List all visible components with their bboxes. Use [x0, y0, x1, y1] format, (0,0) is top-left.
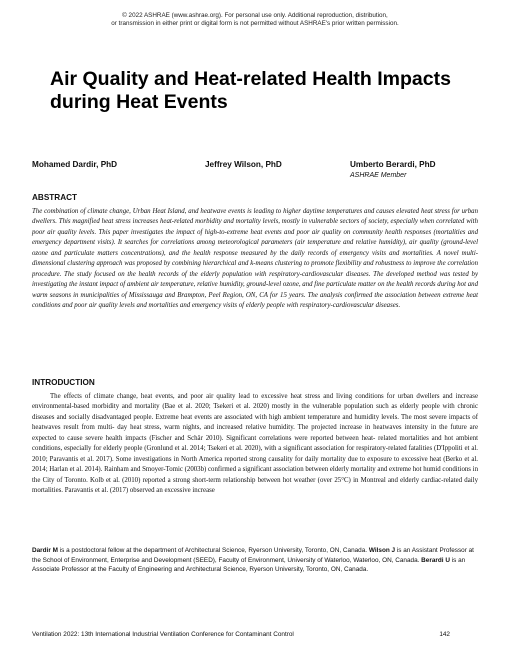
- author-block: [32, 160, 117, 170]
- footnote-author-name: Dardir M: [32, 547, 58, 554]
- footnote-author-name: Wilson J: [368, 547, 396, 554]
- footnote-text: is an Associate Professor at the Faculty of Engineering and Architectural Science, Ryerson University, Toronto, ON, Canada.: [32, 556, 466, 573]
- footnote-author-name: Berardi U: [421, 556, 450, 564]
- abstract-heading: ABSTRACT: [32, 193, 78, 202]
- footnote-text: is an Assistant Professor at the School of Environment, Enterprise and Development (SEED), Faculty of Environment, University of Waterloo, Waterloo, ON, Canada.: [32, 547, 474, 564]
- copyright-line: or transmission in either print or digital form is not permitted without ASHRAE's prior written permission.: [111, 20, 399, 27]
- author-list: [32, 160, 482, 190]
- copyright-line: © 2022 ASHRAE (www.ashrae.org). For personal use only. Additional reproduction, distribution,: [122, 12, 388, 19]
- copyright-notice: [0, 12, 510, 28]
- footnote-text: is a postdoctoral fellow at the department of Architectural Science, Ryerson University, Toronto, ON, Canada.: [57, 547, 369, 554]
- conference-name: Ventilation 2022: 13th International Industrial Ventilation Conference for Contaminant Control: [32, 631, 294, 638]
- introduction-text: The effects of climate change, heat events, and poor air quality lead to excessive heat stress and living conditions for urban dwellers and increase environmental-based morbidity and mortality (Bae et al. 2020; Tsekeri et al. 2020) mostly in the vulnerable population such as elderly people with chronic diseases and socially disadvantaged people. Extreme heat events are associated with high ambient temperature and humidity levels. The most severe impacts of heatwaves result from multi- day heat stress, warm nights, and increased relative humidity. The projected increase in heatwaves intensity in the future are expected to cause severe health impacts (Fischer and Schär 2010). Significant correlations were reported between heat- related mortalities and hot ambient conditions, especially for elderly people (Gronlund et al. 2014; Tsekeri et al. 2020), with a significant association for respiratory-related fatalities (D'Ippoliti et al. 2010; Paravantis et al. 2017). Some investigations in North America reported strong causality for daily mortality due to exposure to excessive heat (Berko et al. 2014; Harlan et al. 2014). Rainham and Smoyer-Tomic (2003b) confirmed a significant association between elderly mortality and extreme hot humid conditions in the City of Toronto. Kolb et al. (2010) reported a strong short-term relationship between hot weather (over 25°C) in Montreal and elderly cardiac-related daily mortalities. Paravantis et al. (2017) observed an excessive increase: [32, 393, 478, 495]
- title-line: during Heat Events: [50, 91, 228, 113]
- page-footer: [32, 630, 478, 640]
- author-name: Umberto Berardi, PhD: [350, 160, 436, 169]
- paper-title: [50, 68, 480, 114]
- author-membership: ASHRAE Member: [350, 172, 407, 179]
- author-block: [350, 160, 436, 181]
- page-number: 142: [439, 631, 450, 638]
- author-footnote: [32, 546, 478, 575]
- abstract-text: The combination of climate change, Urban Heat Island, and heatwave events is leading to higher daytime temperatures and causes elevated heat stress for urban dwellers. This magnified heat stress increases heat-related morbidity and mortality levels, mostly in vulnerable sectors of society, especially when correlated with poor air quality levels. This paper investigates the impact of high-to-extreme heat events and poor air quality on community health responses (mortalities and emergency department visits). It searches for correlations among meteorological parameters (air temperature and relative humidity), air quality (ground-level ozone and particulate matters concentrations), and the health response measured by the daily records of emergency visits and mortalities. A novel multi-dimensional clustering approach was proposed by combining hierarchical and k-means clustering to promote flexibility and robustness to improve the correlation procedure. The study focused on the health records of the elderly population with respiratory-cardiovascular diseases. The developed method was tested by investigating the instant impact of ambient air temperature, relative humidity, ground-level ozone, and fine particulate matter on the health records during hot and warm seasons in municipalities of Mississauga and Brampton, Peel Region, ON, CA for 15 years. The analysis confirmed the association between extreme heat conditions and poor air quality levels and mortalities and emergency visits of elderly people with respiratory-cardiovascular diseases.: [32, 208, 478, 310]
- author-name: Jeffrey Wilson, PhD: [205, 160, 282, 169]
- introduction-heading: INTRODUCTION: [32, 378, 95, 387]
- title-line: Air Quality and Heat-related Health Impacts: [50, 68, 451, 90]
- author-block: [205, 160, 282, 170]
- author-name: Mohamed Dardir, PhD: [32, 160, 118, 169]
